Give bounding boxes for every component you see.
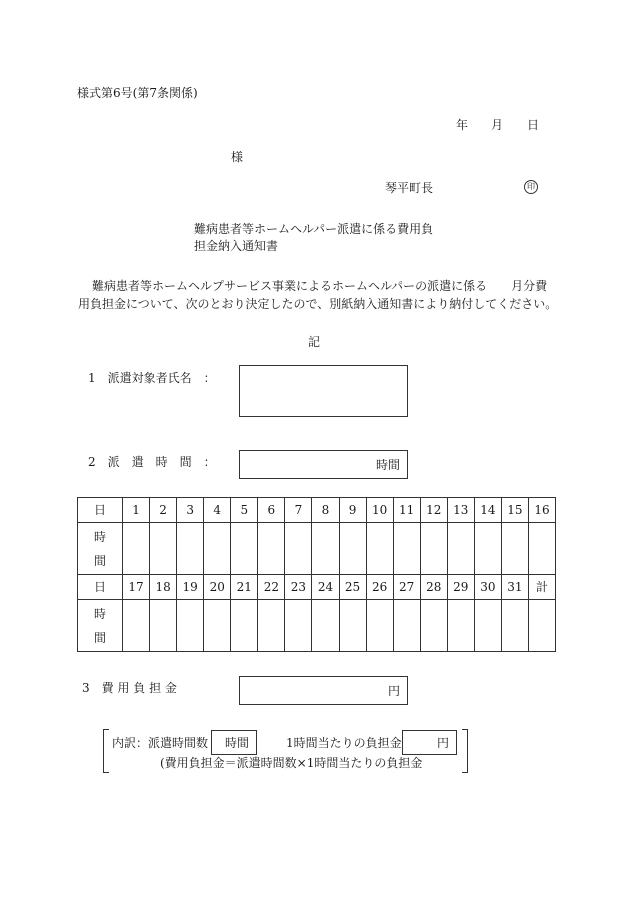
day-cell: 5 — [231, 498, 258, 523]
subject-name-field[interactable] — [239, 365, 408, 417]
day-cell: 8 — [312, 498, 339, 523]
day-cell: 16 — [528, 498, 555, 523]
hours-cell[interactable] — [339, 600, 366, 652]
hours-cell[interactable] — [258, 523, 285, 575]
dispatch-schedule-table — [77, 497, 556, 652]
day-cell: 18 — [150, 575, 177, 600]
day-cell: 計 — [528, 575, 555, 600]
hours-cell[interactable] — [204, 523, 231, 575]
breakdown-bracket-right — [462, 729, 468, 773]
hours-cell[interactable] — [393, 600, 420, 652]
breakdown-bracket-left — [103, 729, 109, 773]
hours-cell[interactable] — [123, 523, 150, 575]
day-cell: 20 — [204, 575, 231, 600]
ki-heading: 記 — [308, 335, 321, 349]
breakdown-formula: (費用負担金＝派遣時間数×1時間当たりの負担金 — [160, 756, 423, 770]
hours-header-cell: 時 間 — [78, 600, 123, 652]
hours-cell[interactable] — [366, 523, 393, 575]
hours-cell[interactable] — [177, 600, 204, 652]
item1-label: 1 派遣対象者氏名 ： — [88, 371, 216, 385]
day-cell: 19 — [177, 575, 204, 600]
day-header-cell: 日 — [78, 575, 123, 600]
day-cell: 26 — [366, 575, 393, 600]
day-cell: 13 — [447, 498, 474, 523]
breakdown-yen-unit: 円 — [436, 735, 449, 750]
title-line-1: 難病患者等ホームヘルパー派遣に係る費用負 — [194, 222, 434, 236]
addressee-suffix: 様 — [231, 150, 244, 164]
per-hour-amount-field[interactable] — [402, 730, 457, 755]
seal-mark: 印 — [524, 180, 538, 194]
day-cell: 11 — [393, 498, 420, 523]
day-cell: 9 — [339, 498, 366, 523]
breakdown-hours-field[interactable] — [211, 730, 257, 755]
yen-unit: 円 — [387, 683, 400, 698]
hours-cell[interactable] — [501, 600, 528, 652]
day-cell: 15 — [501, 498, 528, 523]
day-cell: 31 — [501, 575, 528, 600]
table-row-hours-1 — [78, 523, 556, 575]
day-cell: 6 — [258, 498, 285, 523]
hours-cell[interactable] — [420, 600, 447, 652]
hours-cell[interactable] — [258, 600, 285, 652]
hours-cell[interactable] — [177, 523, 204, 575]
table-row-days-2 — [78, 575, 556, 600]
hours-cell[interactable] — [204, 600, 231, 652]
day-cell: 25 — [339, 575, 366, 600]
per-hour-label: 1時間当たりの負担金 — [286, 736, 402, 750]
breakdown-prefix: 内訳：派遣時間数 — [112, 736, 209, 750]
hours-cell[interactable] — [474, 523, 501, 575]
day-cell: 4 — [204, 498, 231, 523]
day-cell: 30 — [474, 575, 501, 600]
table-row-days-1 — [78, 498, 556, 523]
hours-cell[interactable] — [285, 600, 312, 652]
hours-cell[interactable] — [339, 523, 366, 575]
hours-cell[interactable] — [231, 600, 258, 652]
hours-cell[interactable] — [312, 600, 339, 652]
day-cell: 27 — [393, 575, 420, 600]
day-cell: 17 — [123, 575, 150, 600]
day-cell: 23 — [285, 575, 312, 600]
hours-cell[interactable] — [474, 600, 501, 652]
hours-cell[interactable] — [150, 600, 177, 652]
day-cell: 2 — [150, 498, 177, 523]
hours-cell[interactable] — [393, 523, 420, 575]
hours-cell[interactable] — [123, 600, 150, 652]
hours-unit: 時間 — [375, 457, 400, 472]
hours-cell[interactable] — [231, 523, 258, 575]
day-cell: 29 — [447, 575, 474, 600]
dispatch-hours-field[interactable] — [239, 450, 408, 479]
day-cell: 28 — [420, 575, 447, 600]
day-cell: 12 — [420, 498, 447, 523]
day-header-cell: 日 — [78, 498, 123, 523]
day-cell: 7 — [285, 498, 312, 523]
issuer-name: 琴平町長 — [385, 181, 434, 195]
item2-label: 2 派 遣 時 間 ： — [88, 455, 216, 469]
date-month-label: 月 — [491, 118, 504, 132]
hours-cell[interactable] — [528, 523, 555, 575]
body-line-2: 用負担金について、次のとおり決定したので、別紙納入通知書により納付してください。 — [78, 297, 558, 311]
body-line-1: 難病患者等ホームヘルプサービス事業によるホームヘルパーの派遣に係る 月分費 — [92, 279, 548, 293]
date-day-label: 日 — [527, 118, 540, 132]
date-year-label: 年 — [456, 118, 469, 132]
day-cell: 21 — [231, 575, 258, 600]
day-cell: 10 — [366, 498, 393, 523]
day-cell: 3 — [177, 498, 204, 523]
breakdown-hours-unit: 時間 — [224, 735, 249, 750]
day-cell: 1 — [123, 498, 150, 523]
day-cell: 22 — [258, 575, 285, 600]
hours-cell[interactable] — [447, 523, 474, 575]
hours-cell[interactable] — [150, 523, 177, 575]
hours-cell[interactable] — [447, 600, 474, 652]
hours-cell[interactable] — [420, 523, 447, 575]
item3-label: 3 費 用 負 担 金 — [82, 681, 177, 695]
hours-header-cell: 時 間 — [78, 523, 123, 575]
hours-cell[interactable] — [366, 600, 393, 652]
table-row-hours-2 — [78, 600, 556, 652]
hours-cell[interactable] — [285, 523, 312, 575]
form-number: 様式第6号(第7条関係) — [77, 86, 198, 100]
title-line-2: 担金納入通知書 — [194, 239, 279, 253]
day-cell: 24 — [312, 575, 339, 600]
day-cell: 14 — [474, 498, 501, 523]
hours-cell[interactable] — [528, 600, 555, 652]
hours-cell[interactable] — [501, 523, 528, 575]
hours-cell[interactable] — [312, 523, 339, 575]
cost-share-field[interactable] — [239, 676, 408, 705]
